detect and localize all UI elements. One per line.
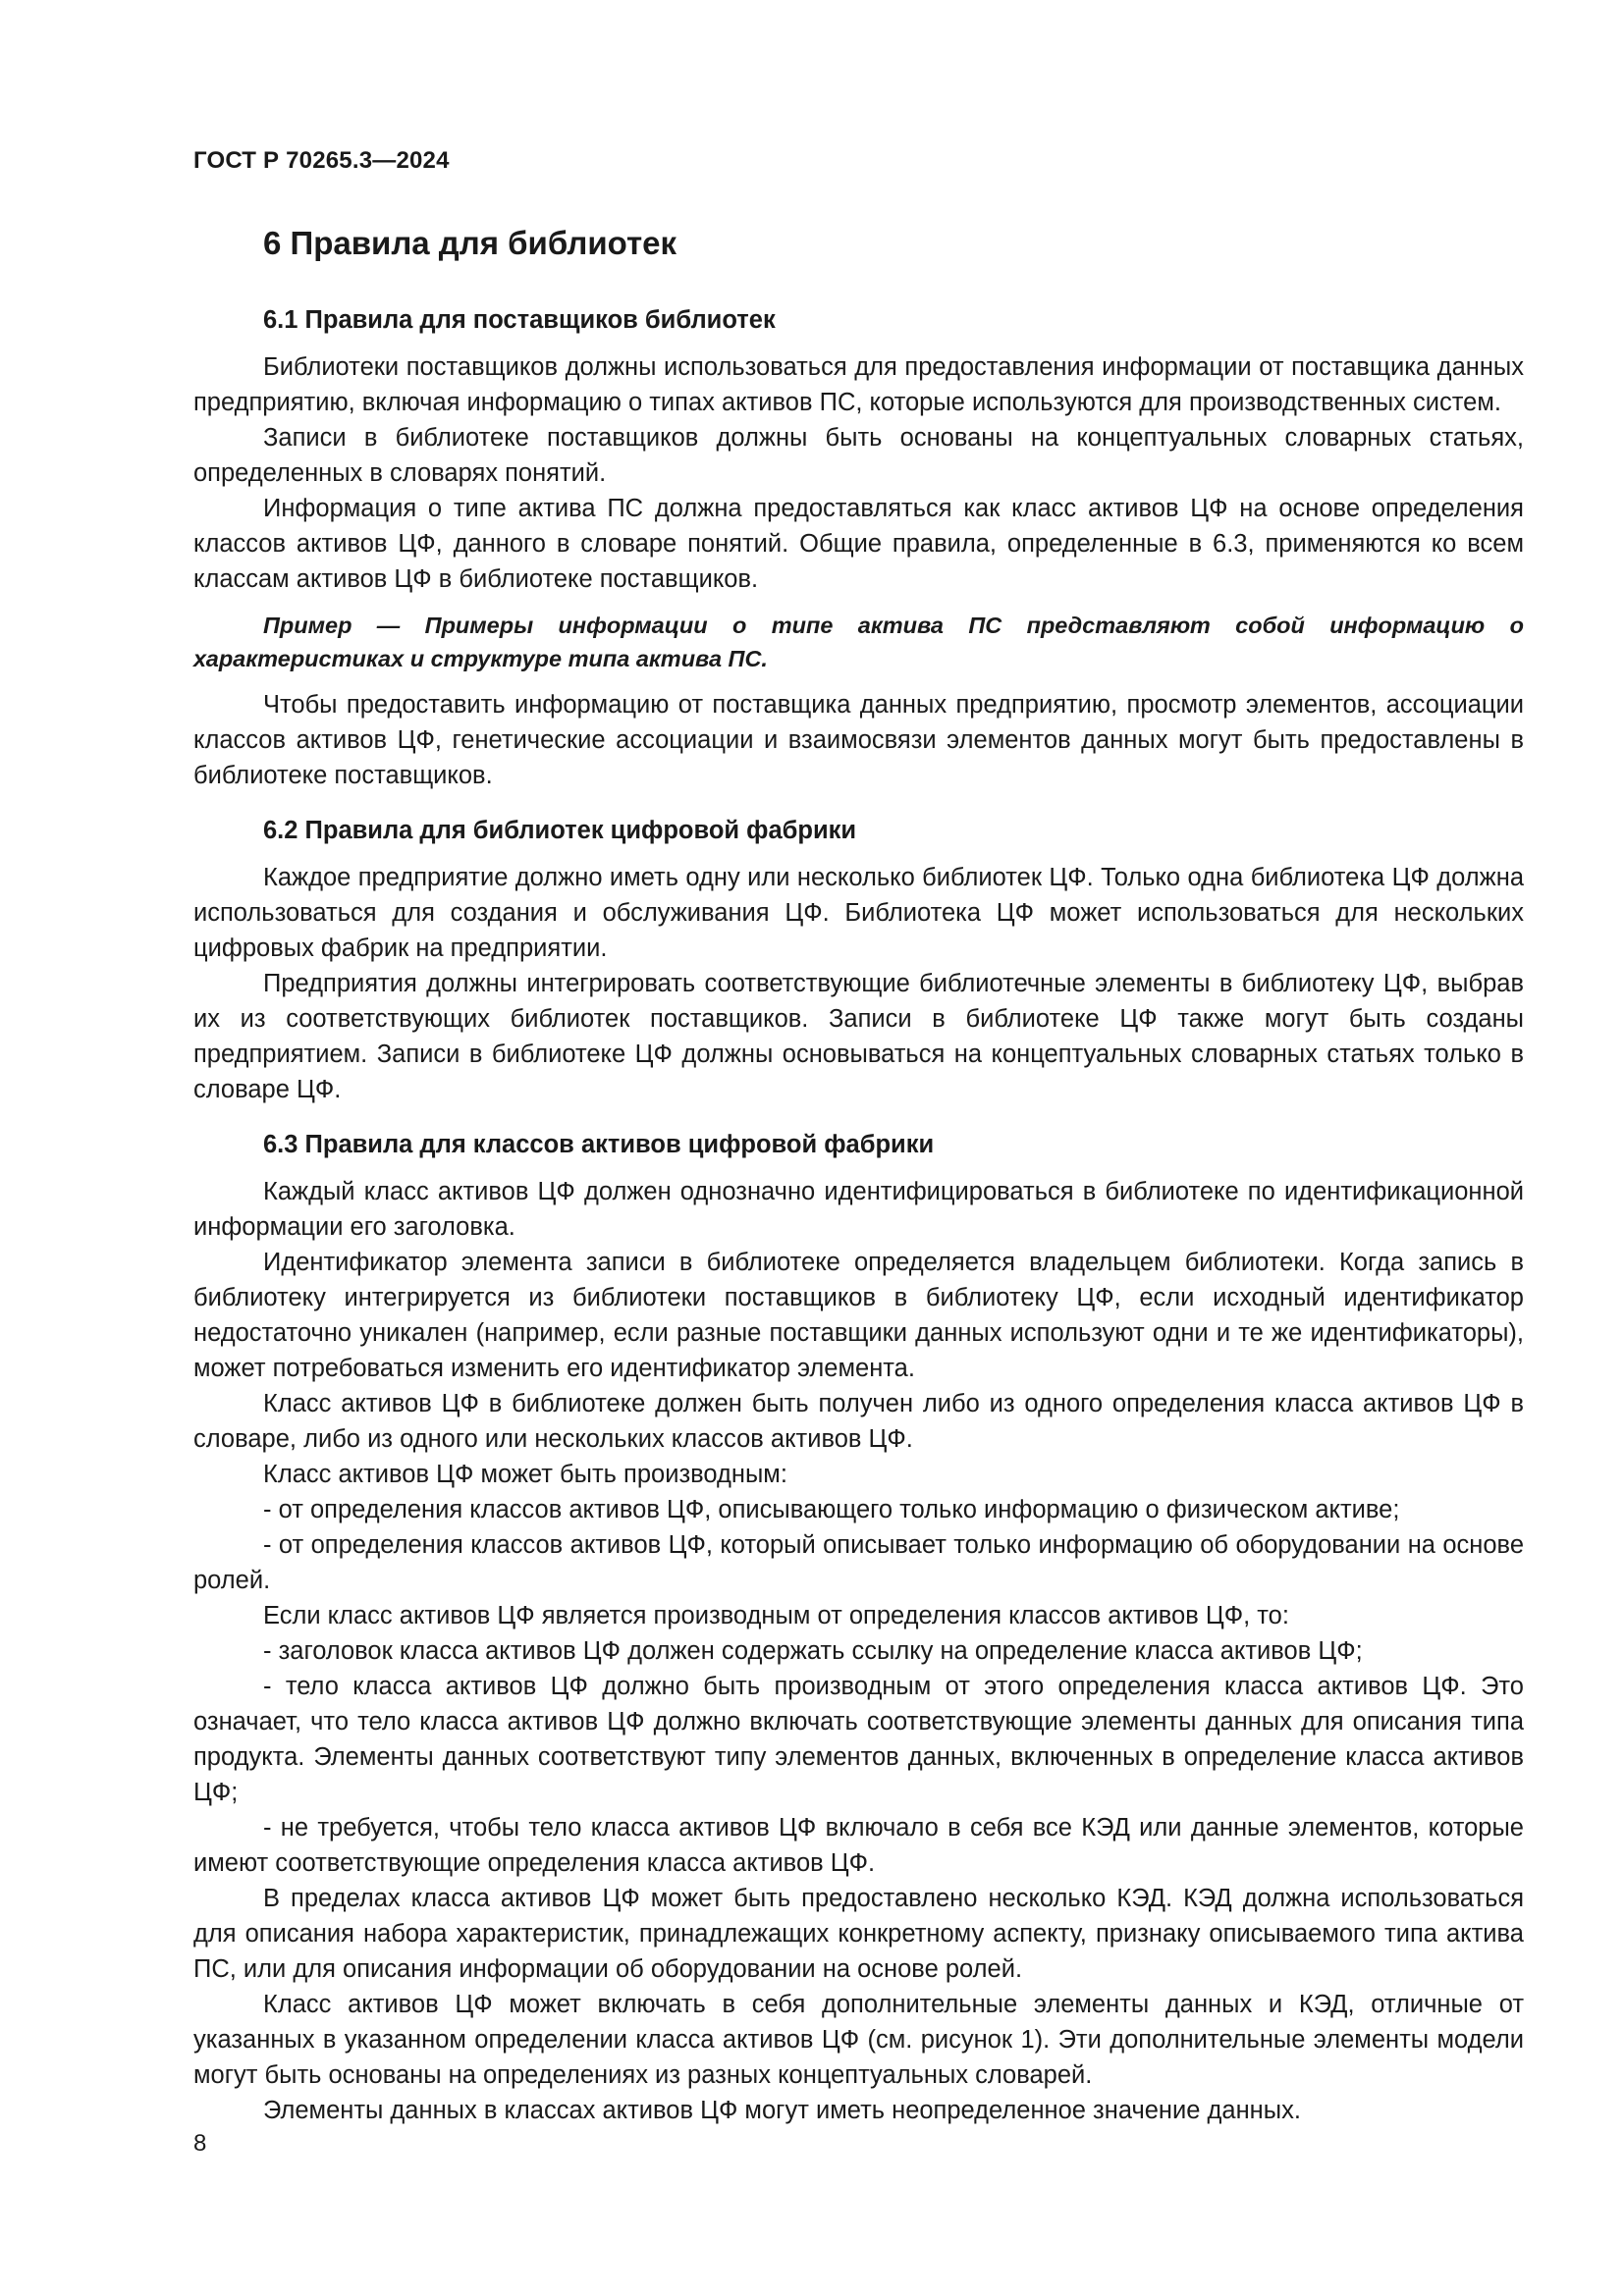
subsection-title-6-2: 6.2 Правила для библиотек цифровой фабрики — [263, 817, 857, 844]
document-header: ГОСТ Р 70265.3—2024 — [193, 147, 450, 174]
paragraph: Чтобы предоставить информацию от поставщика данных предприятию, просмотр элементов, ассоциации классов активов ЦФ, генетические ассоциации и взаимосвязи элементов данных могут быть предоставлены в библиотеке поставщиков. — [193, 691, 1524, 789]
paragraph: В пределах класса активов ЦФ может быть предоставлено несколько КЭД. КЭД должна использоваться для описания набора характеристик, принадлежащих конкретному аспекту, признаку описываемого типа актива ПС, или для описания информации об оборудовании на основе ролей. — [193, 1885, 1524, 1983]
paragraph: Записи в библиотеке поставщиков должны быть основаны на концептуальных словарных статьях, определенных в словарях понятий. — [193, 424, 1524, 487]
paragraph: Каждый класс активов ЦФ должен однозначно идентифицироваться в библиотеке по идентификационной информации его заголовка. — [193, 1178, 1524, 1241]
paragraph: Информация о типе актива ПС должна предоставляться как класс активов ЦФ на основе определения классов активов ЦФ, данного в словаре понятий. Общие правила, определенные в 6.3, применяются ко всем классам активов ЦФ в библиотеке поставщиков. — [193, 495, 1524, 593]
paragraph: Библиотеки поставщиков должны использоваться для предоставления информации от поставщика данных предприятию, включая информацию о типах активов ПС, которые используются для производственных систем. — [193, 353, 1524, 416]
paragraph: Элементы данных в классах активов ЦФ могут иметь неопределенное значение данных. — [263, 2097, 1301, 2124]
paragraph: Класс активов ЦФ может быть производным: — [263, 1461, 787, 1488]
subsection-title-6-3: 6.3 Правила для классов активов цифровой фабрики — [263, 1131, 935, 1158]
page-number: 8 — [193, 2130, 207, 2157]
list-item: - не требуется, чтобы тело класса активов ЦФ включало в себя все КЭД или данные элементов, которые имеют соответствующие определения класса активов ЦФ. — [193, 1814, 1524, 1877]
list-item: - от определения классов активов ЦФ, который описывает только информацию об оборудовании на основе ролей. — [193, 1531, 1524, 1594]
paragraph: Предприятия должны интегрировать соответствующие библиотечные элементы в библиотеку ЦФ, выбрав их из соответствующих библиотек поставщиков. Записи в библиотеке ЦФ также могут быть созданы предприятием. Записи в библиотеке ЦФ должны основываться на концептуальных словарных статьях только в словаре ЦФ. — [193, 970, 1524, 1103]
list-item: - от определения классов активов ЦФ, описывающего только информацию о физическом активе; — [263, 1496, 1400, 1523]
paragraph: Каждое предприятие должно иметь одну или несколько библиотек ЦФ. Только одна библиотека ЦФ должна использоваться для создания и обслуживания ЦФ. Библиотека ЦФ может использоваться для нескольких цифровых фабрик на предприятии. — [193, 864, 1524, 962]
paragraph: Идентификатор элемента записи в библиотеке определяется владельцем библиотеки. Когда запись в библиотеку интегрируется из библиотеки поставщиков в библиотеку ЦФ, если исходный идентификатор недостаточно уникален (например, если разные поставщики данных используют одни и те же идентификаторы), может потребоваться изменить его идентификатор элемента. — [193, 1249, 1524, 1382]
paragraph: Класс активов ЦФ в библиотеке должен быть получен либо из одного определения класса активов ЦФ в словаре, либо из одного или нескольких классов активов ЦФ. — [193, 1390, 1524, 1453]
document-body — [193, 224, 1524, 2128]
subsection-title-6-1: 6.1 Правила для поставщиков библиотек — [263, 306, 776, 334]
list-item: - тело класса активов ЦФ должно быть производным от этого определения класса активов ЦФ. Это означает, что тело класса активов ЦФ должно включать соответствующие элементы данных для описания типа продукта. Элементы данных соответствуют типу элементов данных, включенных в определение класса активов ЦФ; — [193, 1673, 1524, 1806]
paragraph: Если класс активов ЦФ является производным от определения классов активов ЦФ, то: — [263, 1602, 1289, 1629]
list-item: - заголовок класса активов ЦФ должен содержать ссылку на определение класса активов ЦФ; — [263, 1637, 1363, 1665]
section-title: 6 Правила для библиотек — [263, 225, 677, 261]
paragraph: Класс активов ЦФ может включать в себя дополнительные элементы данных и КЭД, отличные от указанных в указанном определении класса активов ЦФ (см. рисунок 1). Эти дополнительные элементы модели могут быть основаны на определениях из разных концептуальных словарей. — [193, 1991, 1524, 2089]
example-note: Пример — Примеры информации о типе актива ПС представляют собой информацию о характеристиках и структуре типа актива ПС. — [193, 613, 1524, 671]
